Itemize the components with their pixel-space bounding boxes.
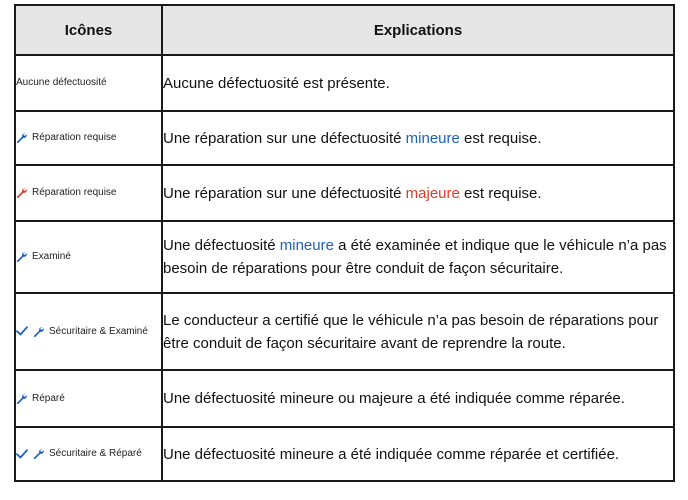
explanation-text: est requise.: [459, 184, 542, 202]
explanation-text: Une défectuosité mineure a été indiquée comme réparée et certifiée.: [163, 445, 620, 463]
header-row: [15, 5, 674, 55]
icon-cell: [15, 427, 162, 481]
status-label: Aucune défectuosité: [16, 77, 107, 89]
explanation-cell: [162, 55, 674, 111]
icon-cell: [15, 293, 162, 370]
header-icons: Icônes: [15, 5, 162, 55]
wrench-blue-icon: [16, 132, 27, 143]
table-row: [15, 427, 674, 481]
explanation-text: Une défectuosité mineure ou majeure a été indiquée comme réparée.: [163, 390, 625, 407]
explanation-cell: [162, 370, 674, 427]
explanation-cell: [162, 427, 674, 481]
wrench-red-icon: [16, 187, 27, 198]
checkmark-icon: [16, 326, 28, 336]
explanation-cell: [162, 165, 674, 221]
icon-cell: [15, 111, 162, 165]
icon-cell: [15, 55, 162, 111]
table-row: [15, 221, 674, 293]
explanation-cell: [162, 293, 674, 370]
status-label: Examiné: [32, 251, 71, 263]
status-label: Réparé: [32, 392, 65, 404]
checkmark-icon: [16, 449, 28, 459]
explanation-text: a été examinée et indique que le véhicule n’a pas besoin de réparations pour être conduit de façon sécuritaire.: [163, 237, 667, 277]
table-row: [15, 293, 674, 370]
status-label: Sécuritaire & Examiné: [49, 325, 148, 337]
header-explanations: Explications: [162, 5, 674, 55]
explanation-text: est requise.: [459, 129, 542, 147]
table-row: [15, 165, 674, 221]
severity-keyword: mineure: [405, 129, 460, 147]
icon-cell: [15, 370, 162, 427]
icon-legend-table: [14, 4, 675, 482]
wrench-blue-icon: [33, 448, 44, 459]
status-label: Réparation requise: [32, 132, 117, 144]
explanation-text: Une réparation sur une défectuosité: [163, 184, 406, 202]
severity-keyword: majeure: [405, 184, 460, 202]
icon-cell: [15, 221, 162, 293]
icon-cell: [15, 165, 162, 221]
wrench-blue-icon: [33, 326, 44, 337]
table-row: [15, 111, 674, 165]
table-row: [15, 370, 674, 427]
explanation-cell: [162, 111, 674, 165]
wrench-blue-icon: [16, 393, 27, 404]
explanation-text: Une défectuosité: [163, 237, 280, 254]
table-row: [15, 55, 674, 111]
status-label: Réparation requise: [32, 187, 117, 199]
explanation-text: Aucune défectuosité est présente.: [163, 74, 390, 92]
explanation-cell: [162, 221, 674, 293]
severity-keyword: mineure: [279, 237, 334, 254]
wrench-blue-icon: [16, 251, 27, 262]
explanation-text: Une réparation sur une défectuosité: [163, 129, 406, 147]
explanation-text: Le conducteur a certifié que le véhicule n’a pas besoin de réparations pour être conduit de façon sécuritaire avant de reprendre la route.: [163, 311, 659, 352]
status-label: Sécuritaire & Réparé: [49, 448, 142, 460]
